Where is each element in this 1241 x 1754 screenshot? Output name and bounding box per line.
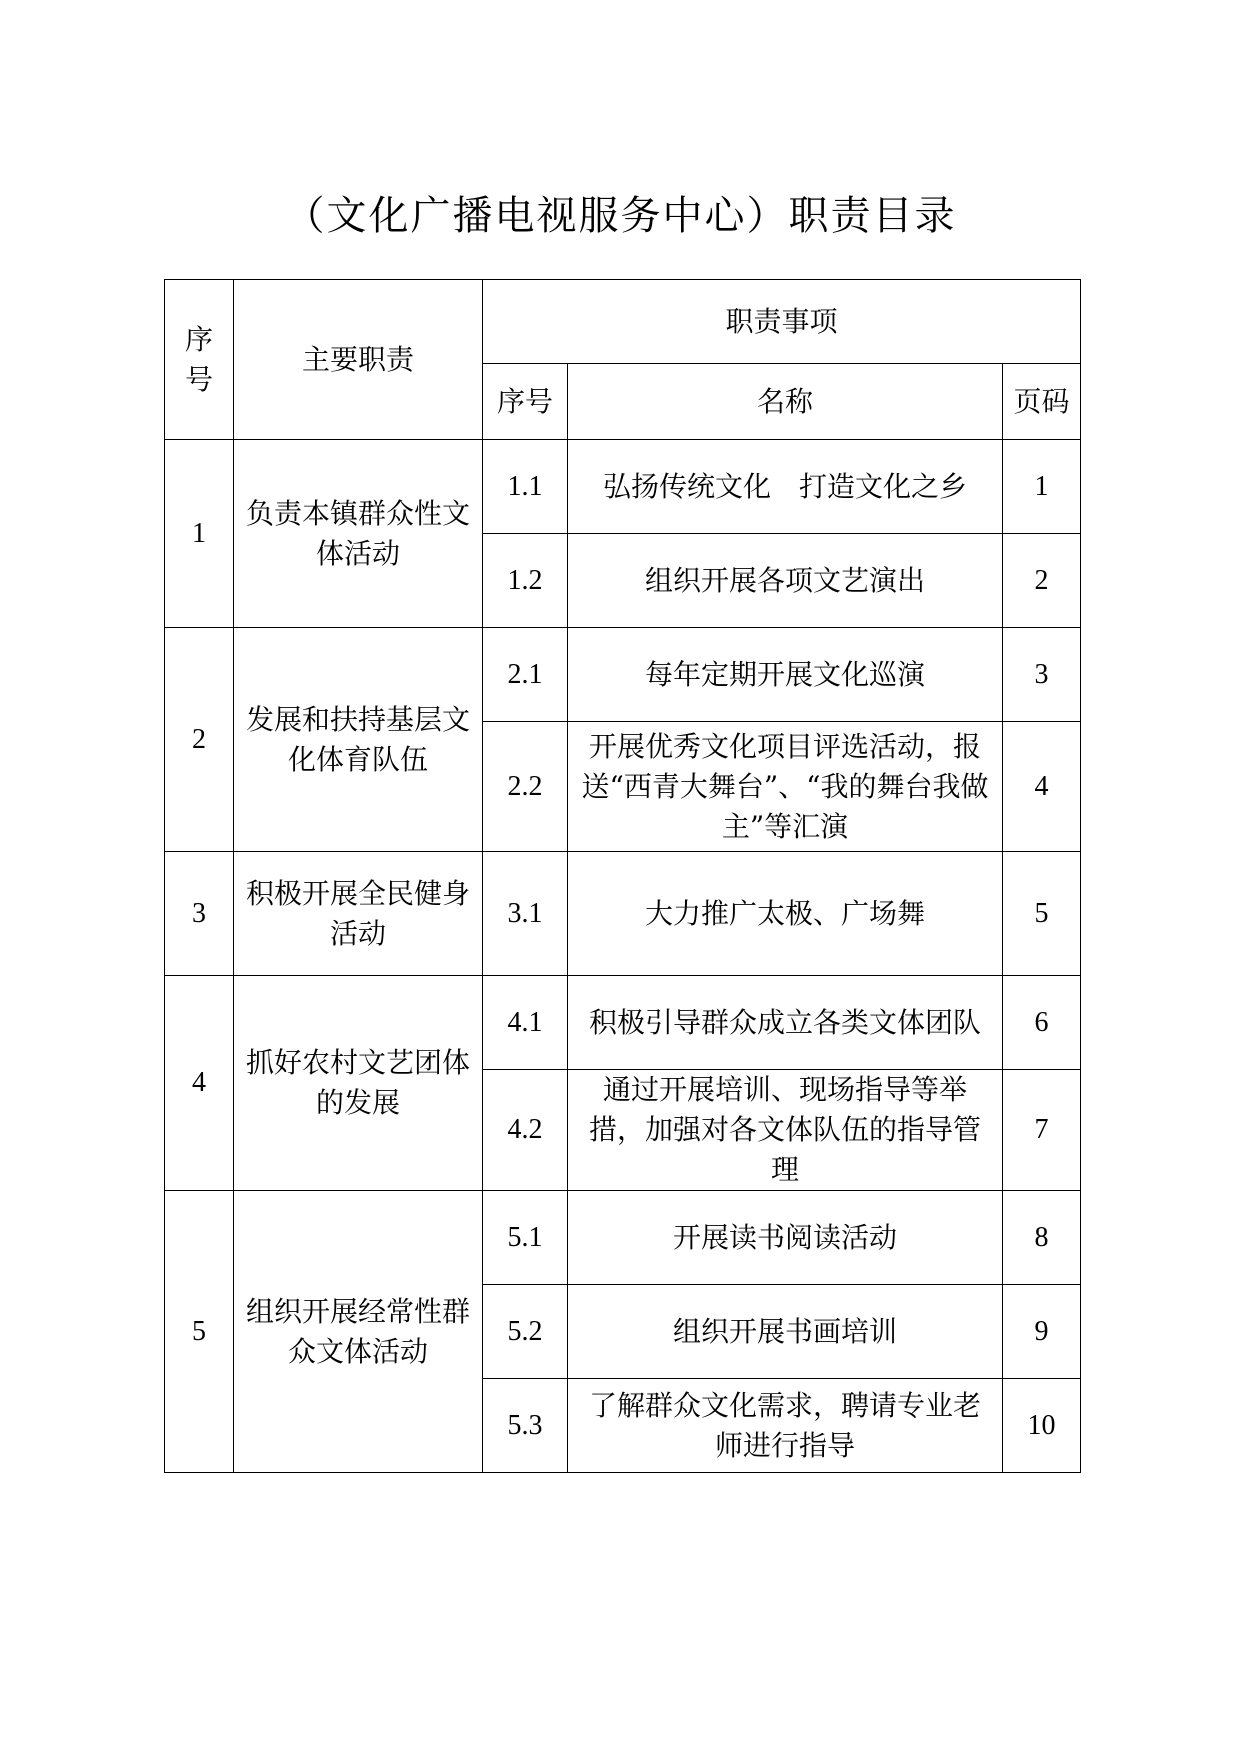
group-duty: 积极开展全民健身活动 bbox=[234, 852, 483, 976]
item-page: 4 bbox=[1003, 722, 1081, 852]
item-page: 1 bbox=[1003, 440, 1081, 534]
header-item-name: 名称 bbox=[568, 364, 1003, 440]
item-page: 3 bbox=[1003, 628, 1081, 722]
group-seq: 1 bbox=[165, 440, 234, 628]
group-seq: 2 bbox=[165, 628, 234, 852]
item-seq: 1.2 bbox=[483, 534, 568, 628]
page-title: （文化广播电视服务中心）职责目录 bbox=[284, 193, 957, 239]
item-page: 9 bbox=[1003, 1285, 1081, 1379]
item-name: 组织开展各项文艺演出 bbox=[568, 534, 1003, 628]
item-seq: 2.1 bbox=[483, 628, 568, 722]
header-duty-items: 职责事项 bbox=[483, 280, 1081, 364]
item-name: 了解群众文化需求，聘请专业老师进行指导 bbox=[568, 1379, 1003, 1473]
group-seq: 4 bbox=[165, 976, 234, 1191]
item-name: 弘扬传统文化 打造文化之乡 bbox=[568, 440, 1003, 534]
item-page: 10 bbox=[1003, 1379, 1081, 1473]
group-seq: 5 bbox=[165, 1191, 234, 1473]
item-page: 2 bbox=[1003, 534, 1081, 628]
group-duty: 抓好农村文艺团体的发展 bbox=[234, 976, 483, 1191]
item-name: 积极引导群众成立各类文体团队 bbox=[568, 976, 1003, 1070]
header-main-duty: 主要职责 bbox=[234, 280, 483, 440]
item-name: 通过开展培训、现场指导等举措，加强对各文体队伍的指导管理 bbox=[568, 1070, 1003, 1191]
group-duty: 负责本镇群众性文体活动 bbox=[234, 440, 483, 628]
item-name: 开展读书阅读活动 bbox=[568, 1191, 1003, 1285]
item-seq: 4.2 bbox=[483, 1070, 568, 1191]
item-page: 8 bbox=[1003, 1191, 1081, 1285]
item-seq: 5.1 bbox=[483, 1191, 568, 1285]
item-page: 7 bbox=[1003, 1070, 1081, 1191]
item-seq: 1.1 bbox=[483, 440, 568, 534]
item-page: 6 bbox=[1003, 976, 1081, 1070]
header-seq: 序号 bbox=[165, 280, 234, 440]
group-seq: 3 bbox=[165, 852, 234, 976]
item-name: 大力推广太极、广场舞 bbox=[568, 852, 1003, 976]
item-name: 每年定期开展文化巡演 bbox=[568, 628, 1003, 722]
item-seq: 5.3 bbox=[483, 1379, 568, 1473]
duty-table bbox=[164, 279, 1081, 1473]
header-page: 页码 bbox=[1003, 364, 1081, 440]
item-seq: 4.1 bbox=[483, 976, 568, 1070]
group-duty: 发展和扶持基层文化体育队伍 bbox=[234, 628, 483, 852]
item-page: 5 bbox=[1003, 852, 1081, 976]
item-name: 开展优秀文化项目评选活动，报送“西青大舞台”、“我的舞台我做主”等汇演 bbox=[568, 722, 1003, 852]
item-seq: 3.1 bbox=[483, 852, 568, 976]
group-duty: 组织开展经常性群众文体活动 bbox=[234, 1191, 483, 1473]
header-item-seq: 序号 bbox=[483, 364, 568, 440]
item-name: 组织开展书画培训 bbox=[568, 1285, 1003, 1379]
item-seq: 5.2 bbox=[483, 1285, 568, 1379]
item-seq: 2.2 bbox=[483, 722, 568, 852]
